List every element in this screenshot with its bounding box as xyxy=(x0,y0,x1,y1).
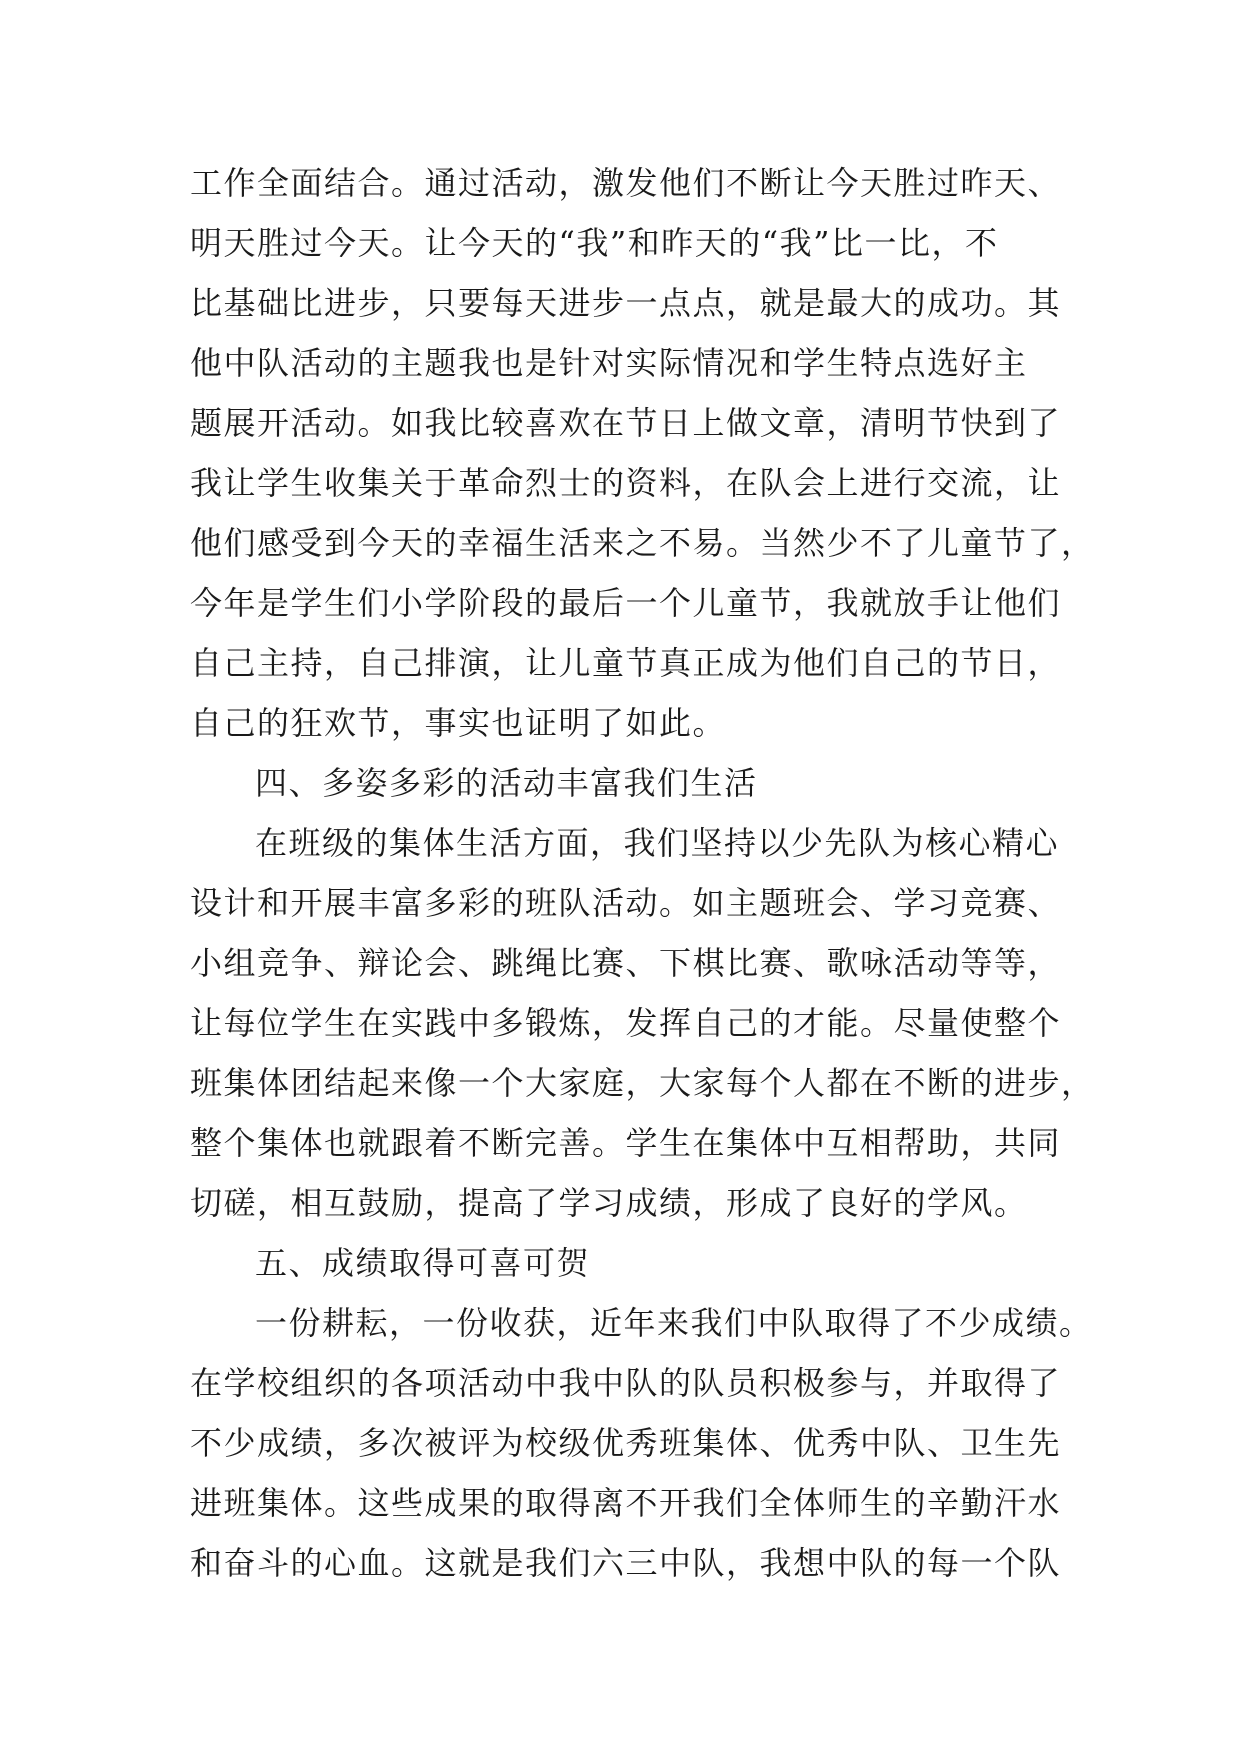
section-heading: 四、多姿多彩的活动丰富我们生活 xyxy=(255,764,758,802)
paragraph-line: 工作全面结合。通过活动，激发他们不断让今天胜过昨天、 xyxy=(190,164,1062,202)
paragraph-line: 我让学生收集关于革命烈士的资料，在队会上进行交流，让 xyxy=(190,464,1062,502)
paragraph-line: 和奋斗的心血。这就是我们六三中队，我想中队的每一个队 xyxy=(190,1544,1062,1582)
paragraph-line: 设计和开展丰富多彩的班队活动。如主题班会、学习竞赛、 xyxy=(190,884,1062,922)
paragraph-line: 不少成绩，多次被评为校级优秀班集体、优秀中队、卫生先 xyxy=(190,1424,1062,1462)
paragraph-line: 自己主持，自己排演，让儿童节真正成为他们自己的节日， xyxy=(190,644,1062,682)
paragraph-line: 他中队活动的主题我也是针对实际情况和学生特点选好主 xyxy=(190,344,1028,382)
paragraph-line: 比基础比进步，只要每天进步一点点，就是最大的成功。其 xyxy=(190,284,1062,322)
paragraph-line: 明天胜过今天。让今天的“我”和昨天的“我”比一比，不 xyxy=(190,224,999,262)
paragraph-line: 在班级的集体生活方面，我们坚持以少先队为核心精心 xyxy=(255,824,1060,862)
paragraph-line: 整个集体也就跟着不断完善。学生在集体中互相帮助，共同 xyxy=(190,1124,1062,1162)
paragraph-line: 小组竞争、辩论会、跳绳比赛、下棋比赛、歌咏活动等等， xyxy=(190,944,1062,982)
paragraph-line: 一份耕耘，一份收获，近年来我们中队取得了不少成绩。 xyxy=(255,1304,1093,1342)
paragraph-line: 今年是学生们小学阶段的最后一个儿童节，我就放手让他们 xyxy=(190,584,1062,622)
section-heading: 五、成绩取得可喜可贺 xyxy=(255,1244,591,1282)
paragraph-line: 题展开活动。如我比较喜欢在节日上做文章，清明节快到了 xyxy=(190,404,1062,442)
paragraph-line: 在学校组织的各项活动中我中队的队员积极参与，并取得了 xyxy=(190,1364,1062,1402)
paragraph-line: 他们感受到今天的幸福生活来之不易。当然少不了儿童节了， xyxy=(190,524,1095,562)
paragraph-line: 自己的狂欢节，事实也证明了如此。 xyxy=(190,704,727,742)
paragraph-line: 班集体团结起来像一个大家庭，大家每个人都在不断的进步， xyxy=(190,1064,1095,1102)
paragraph-line: 让每位学生在实践中多锻炼，发挥自己的才能。尽量使整个 xyxy=(190,1004,1062,1042)
paragraph-line: 切磋，相互鼓励，提高了学习成绩，形成了良好的学风。 xyxy=(190,1184,1028,1222)
paragraph-line: 进班集体。这些成果的取得离不开我们全体师生的辛勤汗水 xyxy=(190,1484,1062,1522)
